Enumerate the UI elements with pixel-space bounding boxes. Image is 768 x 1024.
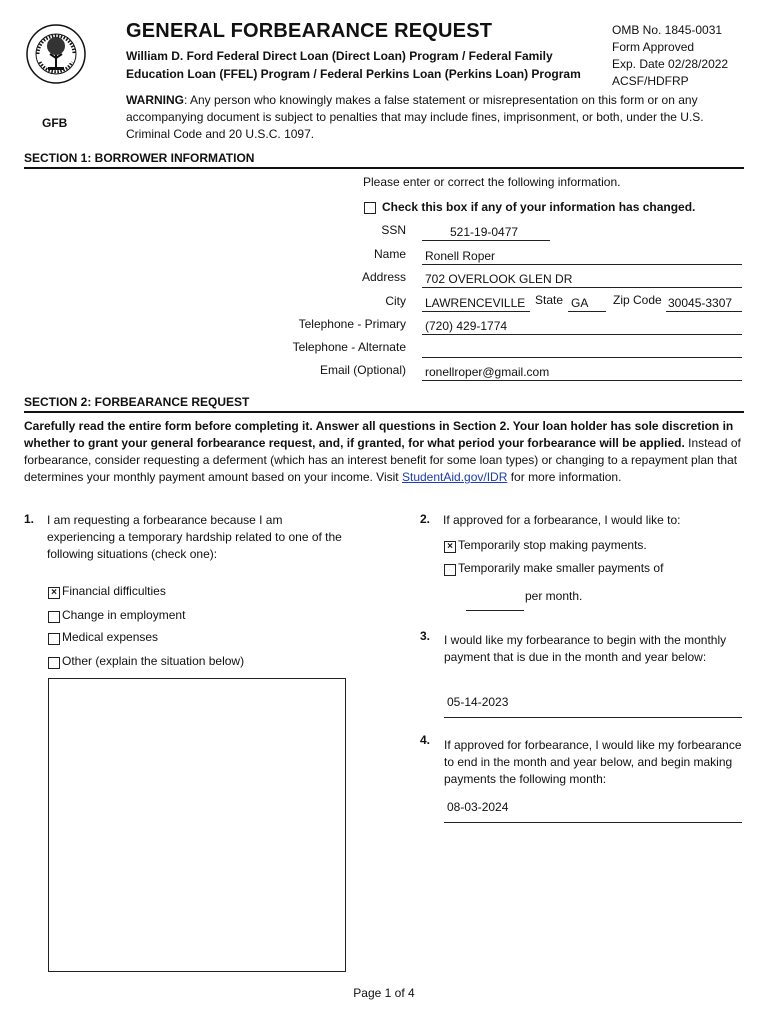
- ssn-label: SSN: [381, 223, 406, 237]
- q3-text: I would like my forbearance to begin with the monthly payment that is due in the month and year below:: [444, 633, 727, 664]
- name-field[interactable]: Ronell Roper: [422, 248, 742, 265]
- intro-text: Instead of forbearance, consider requesting a deferment (which has an interest benefit for some loan types) or changing to a repayment plan that determines your monthly payment amount based on your income. Visit: [24, 436, 741, 484]
- q4-number: 4.: [420, 733, 431, 747]
- intro-bold-text: Carefully read the entire form before completing it. Answer all questions in Section 2. Your loan holder has sole discretion in whether to grant your general forbearance request, and, if granted, for what period your forbearance will be applied.: [24, 419, 734, 450]
- seal-icon: [26, 24, 86, 84]
- city-field[interactable]: LAWRENCEVILLE: [422, 295, 530, 312]
- form-approved: Form Approved: [612, 40, 695, 54]
- phone-primary-label: Telephone - Primary: [298, 317, 406, 331]
- page-number: Page 1 of 4: [353, 986, 415, 1000]
- q3-number: 3.: [420, 629, 431, 643]
- email-label: Email (Optional): [319, 363, 406, 377]
- forbearance-end-field[interactable]: 08-03-2024: [444, 799, 742, 823]
- warning-label: WARNING: [126, 93, 184, 107]
- other-explanation-box[interactable]: [48, 678, 346, 972]
- address-label: Address: [361, 270, 406, 284]
- form-title: GENERAL FORBEARANCE REQUEST: [126, 20, 493, 42]
- intro-end-text: for more information.: [507, 470, 622, 484]
- q2-text: If approved for a forbearance, I would like to:: [443, 513, 681, 527]
- form-subtitle: William D. Ford Federal Direct Loan (Direct Loan) Program / Federal Family Education Loan (FFEL) Program / Federal Perkins Loan (Perkins Loan) Program: [126, 49, 581, 81]
- phone-alternate-field[interactable]: [422, 341, 742, 358]
- zip-label: Zip Code: [613, 293, 662, 307]
- info-changed-label: Check this box if any of your information has changed.: [382, 200, 696, 214]
- other-checkbox[interactable]: [48, 657, 60, 669]
- financial-difficulties-label: Financial difficulties: [62, 584, 166, 598]
- stop-payments-checkbox[interactable]: ×: [444, 541, 456, 553]
- section-2-heading: SECTION 2: FORBEARANCE REQUEST: [24, 395, 744, 413]
- phone-primary-field[interactable]: (720) 429-1774: [422, 318, 742, 335]
- section-1-heading: SECTION 1: BORROWER INFORMATION: [24, 151, 744, 169]
- form-id: ACSF/HDFRP: [612, 74, 689, 88]
- warning-text: : Any person who knowingly makes a false statement or misrepresentation on this form or on any accompanying document is subject to penalties that may include fines, imprisonment, or both, under the U.S. Criminal Code and 20 U.S.C. 1097.: [126, 93, 704, 141]
- email-field[interactable]: ronellroper@gmail.com: [422, 364, 742, 381]
- section-1-instruction: Please enter or correct the following information.: [363, 175, 621, 189]
- address-field[interactable]: 702 OVERLOOK GLEN DR: [422, 271, 742, 288]
- q1-text: I am requesting a forbearance because I am experiencing a temporary hardship related to one of the following situations (check one):: [47, 513, 342, 561]
- ssn-field[interactable]: 521-19-0477: [422, 224, 550, 241]
- q2-number: 2.: [420, 512, 431, 526]
- stop-payments-label: Temporarily stop making payments.: [458, 538, 647, 552]
- payment-amount-field[interactable]: [466, 594, 524, 611]
- per-month-label: per month.: [525, 589, 583, 603]
- state-field[interactable]: GA: [568, 295, 606, 312]
- form-code: GFB: [42, 116, 68, 130]
- forbearance-begin-field[interactable]: 05-14-2023: [444, 694, 742, 718]
- department-of-education-seal: [26, 24, 86, 114]
- info-changed-checkbox[interactable]: [364, 202, 376, 214]
- studentaid-idr-link[interactable]: StudentAid.gov/IDR: [401, 470, 508, 484]
- q1-number: 1.: [24, 512, 35, 526]
- expiration-date: Exp. Date 02/28/2022: [612, 57, 729, 71]
- q4-text: If approved for forbearance, I would like my forbearance to end in the month and year below, and begin making payments the following month:: [444, 738, 742, 786]
- name-label: Name: [373, 247, 406, 261]
- other-label: Other (explain the situation below): [62, 654, 245, 668]
- omb-info: [612, 22, 728, 90]
- smaller-payments-checkbox[interactable]: [444, 564, 456, 576]
- omb-number: OMB No. 1845-0031: [612, 23, 723, 37]
- city-label: City: [385, 294, 406, 308]
- state-label: State: [535, 293, 564, 307]
- zip-field[interactable]: 30045-3307: [666, 295, 742, 312]
- smaller-payments-label: Temporarily make smaller payments of: [458, 561, 664, 575]
- medical-expenses-label: Medical expenses: [62, 630, 159, 644]
- warning-notice: [126, 92, 741, 143]
- medical-expenses-checkbox[interactable]: [48, 633, 60, 645]
- financial-difficulties-checkbox[interactable]: ×: [48, 587, 60, 599]
- section-2-intro: [24, 418, 744, 486]
- phone-alternate-label: Telephone - Alternate: [292, 340, 406, 354]
- change-in-employment-label: Change in employment: [62, 608, 186, 622]
- change-in-employment-checkbox[interactable]: [48, 611, 60, 623]
